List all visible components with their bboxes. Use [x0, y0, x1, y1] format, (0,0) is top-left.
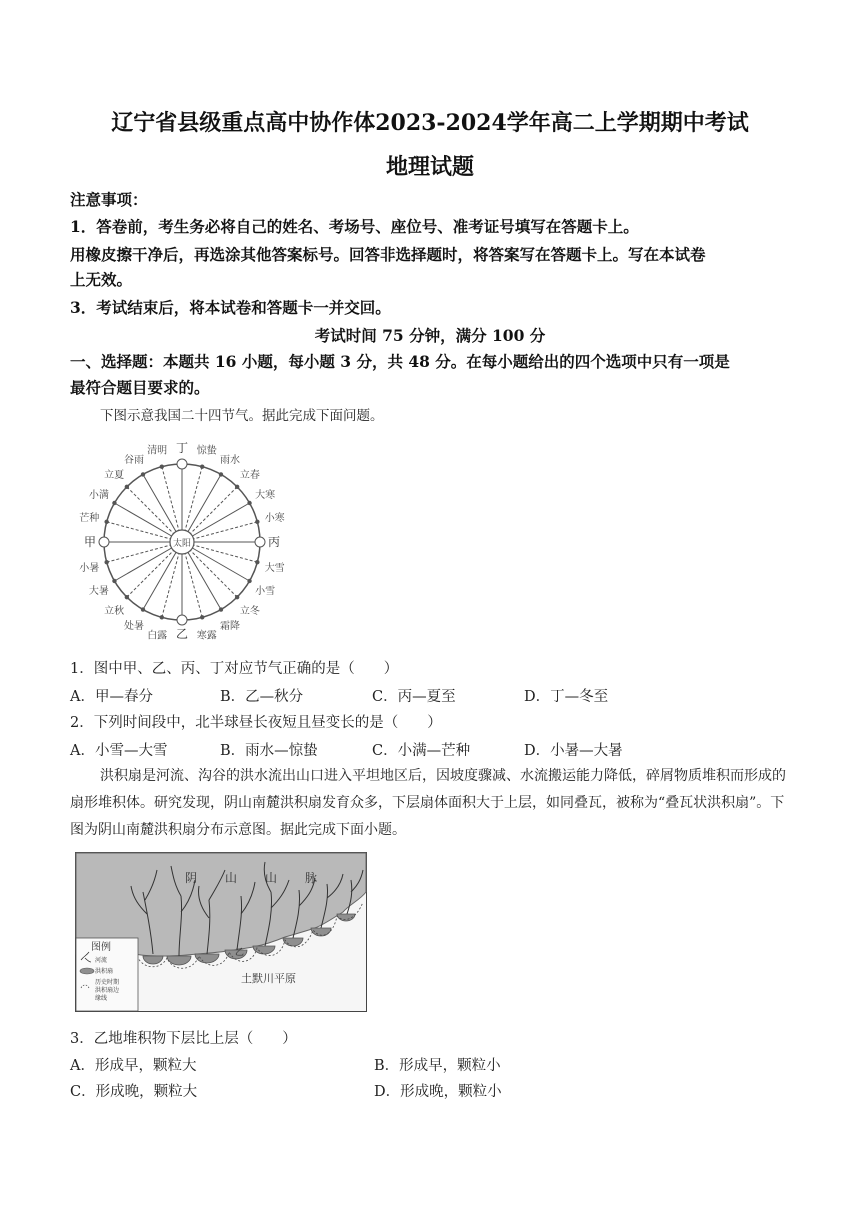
exam-time: 考试时间 75 分钟，满分 100 分	[314, 326, 546, 345]
notes-heading: 注意事项：	[70, 190, 148, 209]
label-ding: 丁	[175, 441, 189, 455]
q2-option-c: C．小满—芒种	[372, 743, 471, 759]
term-label: 立夏	[104, 470, 125, 482]
q2-option-d: D．小暑—大暑	[524, 743, 623, 759]
term-dot	[235, 485, 239, 489]
mountain-char-2: 山	[225, 871, 238, 885]
q1-option-c: C．丙—夏至	[372, 689, 456, 705]
plain-label: 土默川平原	[241, 972, 296, 985]
page-title: 辽宁省县级重点高中协作体2023-2024学年高二上学期期中考试	[111, 110, 749, 136]
term-dot	[160, 615, 164, 619]
term-dot	[112, 579, 116, 583]
label-bing: 丙	[267, 535, 281, 549]
legend-fan-icon	[80, 968, 94, 974]
marker-top	[177, 459, 187, 469]
term-dot	[200, 615, 204, 619]
q3-option-b: B．形成早，颗粒小	[374, 1058, 501, 1074]
term-dot	[219, 607, 223, 611]
term-dot	[160, 464, 164, 468]
marker-left	[99, 537, 109, 547]
q3-option-d: D．形成晚，颗粒小	[374, 1084, 502, 1100]
label-jia: 甲	[83, 535, 97, 549]
question-2-stem: 2．下列时间段中，北半球昼长夜短且昼变长的是（ ）	[70, 715, 442, 731]
term-dot	[247, 501, 251, 505]
term-label: 立春	[239, 470, 260, 482]
term-dot	[125, 595, 129, 599]
term-label: 芒种	[79, 513, 100, 525]
intro-solar-terms: 下图示意我国二十四节气。据此完成下面问题。	[100, 408, 384, 424]
q2-option-a: A．小雪—大雪	[70, 743, 168, 759]
section-heading-line2: 最符合题目要求的。	[70, 378, 210, 397]
q1-option-d: D．丁—冬至	[524, 689, 609, 705]
label-yi: 乙	[175, 627, 189, 641]
q1-option-b: B．乙—秋分	[220, 689, 304, 705]
question-3-stem: 3．乙地堆积物下层比上层（ ）	[70, 1031, 297, 1047]
term-label: 惊蛰	[196, 445, 217, 457]
alluvial-fan-map	[75, 852, 367, 1012]
legend-edge-1: 历史时期	[95, 979, 120, 986]
term-dot	[141, 472, 145, 476]
term-dot	[255, 520, 259, 524]
term-label: 小寒	[264, 513, 285, 525]
section-heading-line1: 一、选择题：本题共 16 小题，每小题 3 分，共 48 分。在每小题给出的四个选项中只有一项是	[70, 352, 730, 371]
q2-option-b: B．雨水—惊蛰	[220, 743, 318, 759]
term-label: 霜降	[220, 621, 240, 633]
term-dot	[200, 464, 204, 468]
term-dot	[255, 560, 259, 564]
question-1-stem: 1．图中甲、乙、丙、丁对应节气正确的是（ ）	[70, 661, 399, 677]
term-label: 小暑	[79, 562, 100, 574]
mountain-char-1: 阴	[185, 871, 198, 885]
term-dot	[104, 520, 108, 524]
term-dot	[125, 485, 129, 489]
term-dot	[141, 607, 145, 611]
mountain-char-3: 山	[265, 871, 278, 885]
legend-edge-2: 洪积扇边	[95, 987, 120, 994]
solar-terms-diagram	[62, 436, 302, 648]
term-dot	[219, 472, 223, 476]
term-label: 谷雨	[124, 454, 144, 466]
marker-right	[255, 537, 265, 547]
term-label: 清明	[147, 445, 168, 457]
note-item-2a: 用橡皮擦干净后，再选涂其他答案标号。回答非选择题时，将答案写在答题卡上。写在本试卷	[70, 245, 706, 264]
term-dot	[104, 560, 108, 564]
note-item-1: 1．答卷前，考生务必将自己的姓名、考场号、座位号、准考证号填写在答题卡上。	[70, 217, 639, 236]
term-label: 大暑	[88, 586, 109, 597]
term-label: 立秋	[104, 605, 125, 617]
marker-bottom	[177, 615, 187, 625]
term-dot	[247, 579, 251, 583]
term-label: 寒露	[196, 630, 217, 642]
term-dot	[112, 501, 116, 505]
term-label: 大雪	[264, 562, 285, 574]
legend-river: 河流	[95, 957, 108, 964]
term-label: 雨水	[220, 454, 240, 466]
term-label: 小雪	[255, 586, 276, 597]
sun-label: 太阳	[172, 539, 192, 549]
note-item-2b: 上无效。	[70, 270, 133, 289]
q3-option-c: C．形成晚，颗粒大	[70, 1084, 198, 1100]
term-label: 处暑	[124, 621, 144, 633]
q3-option-a: A．形成早，颗粒大	[70, 1058, 197, 1074]
term-label: 大寒	[255, 490, 276, 501]
legend-fan: 洪积扇	[95, 968, 114, 975]
term-label: 小满	[88, 490, 109, 501]
intro-alluvial-fan: 洪积扇是河流、沟谷的洪水流出山口进入平坦地区后，因坡度骤减、水流搬运能力降低，碎屑物质堆积而形成的扇形堆积体。研究发现，阴山南麓洪积扇发育众多，下层扇体面积大于上层，如同叠瓦，被称为“叠瓦状洪积扇”。下图为阴山南麓洪积扇分布示意图。据此完成下面小题。	[70, 768, 786, 838]
q1-option-a: A．甲—春分	[70, 689, 153, 705]
page-subtitle: 地理试题	[385, 154, 474, 180]
term-dot	[235, 595, 239, 599]
mountain-char-4: 脉	[305, 871, 318, 885]
legend-edge-3: 缘线	[95, 995, 108, 1002]
legend-title: 图例	[91, 942, 111, 953]
note-item-3: 3．考试结束后，将本试卷和答题卡一并交回。	[70, 298, 391, 317]
term-label: 立冬	[239, 605, 260, 617]
marker-yi: 乙	[235, 948, 245, 958]
term-label: 白露	[147, 630, 168, 642]
